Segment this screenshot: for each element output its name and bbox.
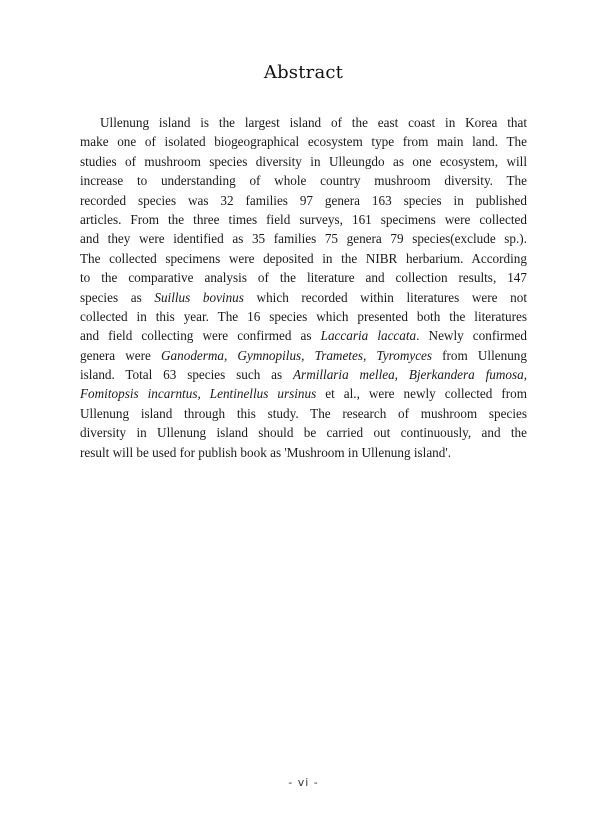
abstract-paragraph <box>80 113 527 462</box>
text-segment: from Ullenung <box>432 347 527 363</box>
species-name: Ganoderma, Gymnopilus, Trametes, Tyromyces <box>161 347 433 363</box>
text-line <box>80 191 527 210</box>
text-segment: diversity in Ullenung island should be carried out continuously, and the <box>80 425 527 441</box>
text-segment: Ullenung island is the largest island of the east coast in Korea that <box>100 115 527 130</box>
species-name: Suillus bovinus <box>154 289 244 305</box>
page-number: - vi - <box>288 776 319 789</box>
species-name: Fomitopsis incarntus, Lentinellus ursinus <box>80 386 317 402</box>
text-segment: island. Total 63 species such as <box>80 367 293 383</box>
text-segment: The collected specimens were deposited in the NIBR herbarium. According <box>80 250 527 266</box>
text-segment: species as <box>80 289 155 305</box>
text-line <box>80 152 527 171</box>
text-segment: . Newly confirmed <box>416 328 528 344</box>
text-segment: which recorded within literatures were not <box>243 289 527 305</box>
text-line <box>80 210 527 229</box>
text-line <box>80 268 527 287</box>
text-segment: and they were identified as 35 families 75 genera 79 species(exclude sp.). <box>80 231 527 247</box>
text-line <box>80 132 527 151</box>
text-line <box>80 307 527 326</box>
text-line <box>80 171 527 190</box>
text-segment: recorded species was 32 families 97 genera 163 species in published <box>80 192 527 208</box>
text-line <box>80 404 527 423</box>
text-line <box>80 443 527 462</box>
text-segment: collected in this year. The 16 species which presented both the literatures <box>80 308 527 324</box>
text-segment: increase to understanding of whole country mushroom diversity. The <box>80 173 527 189</box>
text-segment: studies of mushroom species diversity in Ulleungdo as one ecosystem, will <box>80 153 527 169</box>
text-line <box>80 326 527 345</box>
text-line <box>80 384 527 403</box>
text-segment: make one of isolated biogeographical ecosystem type from main land. The <box>80 134 527 150</box>
text-segment: and field collecting were confirmed as <box>80 328 321 344</box>
text-line <box>80 249 527 268</box>
text-segment: genera were <box>80 347 162 363</box>
text-line <box>80 113 527 132</box>
text-segment: result will be used for publish book as 'Mushroom in Ullenung island'. <box>80 444 452 460</box>
text-line <box>80 346 527 365</box>
text-line <box>80 288 527 307</box>
text-line <box>80 229 527 248</box>
text-line <box>80 423 527 442</box>
species-name: Laccaria laccata <box>320 328 417 344</box>
text-segment: articles. From the three times field surveys, 161 specimens were collected <box>80 211 527 227</box>
abstract-heading: Abstract <box>263 62 344 83</box>
text-segment: et al., were newly collected from <box>316 386 527 402</box>
text-segment: Ullenung island through this study. The research of mushroom species <box>80 405 527 421</box>
species-name: Armillaria mellea, Bjerkandera fumosa, <box>293 367 527 383</box>
text-segment: to the comparative analysis of the literature and collection results, 147 <box>80 270 527 286</box>
text-line <box>80 365 527 384</box>
